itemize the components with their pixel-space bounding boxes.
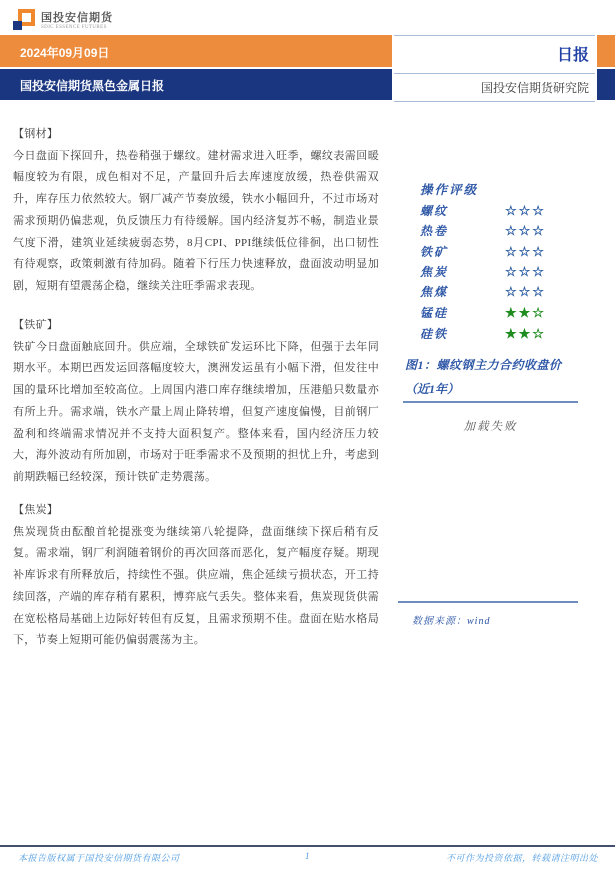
rating-stars-icon: ★★☆: [505, 325, 546, 341]
rating-name: 焦煤: [420, 285, 449, 299]
section-coke: [13, 500, 379, 652]
rating-name: 螺纹: [420, 204, 449, 218]
footer-page-number: 1: [305, 851, 310, 861]
rating-stars-icon: ☆☆☆: [505, 283, 546, 299]
figure-data-source: 数据来源：wind: [412, 616, 491, 627]
section-steel: [13, 124, 379, 298]
rating-row: [420, 200, 600, 221]
rating-stars-icon: ☆☆☆: [505, 202, 546, 218]
rating-row: [420, 302, 600, 323]
institute-name: 国投安信期货研究院: [480, 81, 589, 95]
rating-stars-icon: ☆☆☆: [505, 263, 546, 279]
rating-name: 热卷: [420, 224, 449, 238]
rating-stars-icon: ☆☆☆: [505, 243, 546, 259]
report-title: 国投安信期货黑色金属日报: [20, 79, 165, 93]
footer-copyright: 本报告版权属于国投安信期货有限公司: [18, 853, 180, 863]
section-body: 焦炭现货由酝酿首轮提涨变为继续第八轮提降，盘面继续下探后稍有反复。需求端，钢厂利润随着钢价的再次回落而恶化，复产幅度存疑。期现补库诉求有所释放后，持续性不强。供应端，焦企延续亏损状态，开工持续回落，产端的库存稍有累积，博弈底气丢失。整体来看，焦炭现货供需在宽松格局基础上边际好转但有反复，且需求预期不佳。盘面在贴水格局下，节奏上短期可能仍偏弱震荡为主。: [13, 525, 379, 647]
rating-stars-icon: ☆☆☆: [505, 222, 546, 238]
figure-load-failed-text: 加载失败: [463, 421, 518, 433]
rating-stars-icon: ★★☆: [505, 304, 546, 320]
footer-disclaimer: 不可作为投资依据，转载请注明出处: [445, 853, 598, 863]
section-title: 【焦炭】: [13, 504, 59, 516]
rating-name: 硅铁: [420, 327, 449, 341]
figure-subtitle: （近1年）: [405, 382, 460, 396]
rating-name: 锰硅: [420, 306, 449, 320]
figure-top-rule: [403, 401, 578, 403]
brand-name: 国投安信期货: [41, 12, 113, 24]
brand-logo: [13, 9, 113, 31]
rating-name: 焦炭: [420, 265, 449, 279]
rating-row: [420, 281, 600, 302]
figure-bottom-rule: [398, 601, 578, 603]
brand-logo-icon: [13, 9, 35, 31]
section-body: 今日盘面下探回升，热卷稍强于螺纹。建材需求进入旺季，螺纹表需回暖幅度较为有限，成色相对不足，产量回升后去库速度放缓，热卷供需双升，库存压力依然较大。钢厂减产节奏放缓，铁水小幅回升，不过市场对需求预期仍偏悲观，负反馈压力有待缓解。国内经济复苏不畅，制造业景气度下滑，建筑业延续疲弱态势，8月CPI、PPI继续低位徘徊，出口韧性有待观察，政策刺激有待加码。随着下行压力快速释放，盘面波动明显加剧，短期有望震荡企稳，继续关注旺季需求表现。: [13, 149, 379, 292]
section-title: 【铁矿】: [13, 319, 59, 331]
section-title: 【钢材】: [13, 128, 59, 140]
brand-name-en: SDIC ESSENCE FUTURES: [41, 25, 107, 31]
divider: [394, 101, 595, 102]
report-type-label: 日报: [556, 47, 589, 64]
report-date: 2024年09月09日: [20, 46, 110, 60]
logo-navy-square: [13, 21, 22, 30]
rating-name: 铁矿: [420, 245, 449, 259]
brand-text: [41, 9, 113, 31]
report-type-box: [392, 31, 597, 102]
figure-title: 图1：螺纹钢主力合约收盘价: [405, 358, 562, 372]
rating-row: [420, 220, 600, 241]
rating-row: [420, 323, 600, 344]
divider: [394, 73, 595, 74]
ratings-heading: 操作评级: [420, 183, 479, 197]
footer-rule: [0, 845, 615, 847]
rating-row: [420, 261, 600, 282]
rating-row: [420, 241, 600, 262]
divider: [394, 35, 595, 36]
section-body: 铁矿今日盘面触底回升。供应端，全球铁矿发运环比下降，但强于去年同期水平。本期巴西发运回落幅度较大，澳洲发运虽有小幅下滑，但发往中国的量环比增加至较高位。上周国内港口库存继续增加，压港船只数量亦有所上升。需求端，铁水产量上周止降转增，但复产速度偏慢，目前钢厂盈利和终端需求情况并不支持大面积复产。整体来看，国内经济压力较大，海外波动有所加剧，市场对于旺季需求不及预期的担忧上升，考虑到前期跌幅已经较深，预计铁矿走势震荡。: [13, 340, 379, 483]
section-iron-ore: [13, 315, 379, 489]
